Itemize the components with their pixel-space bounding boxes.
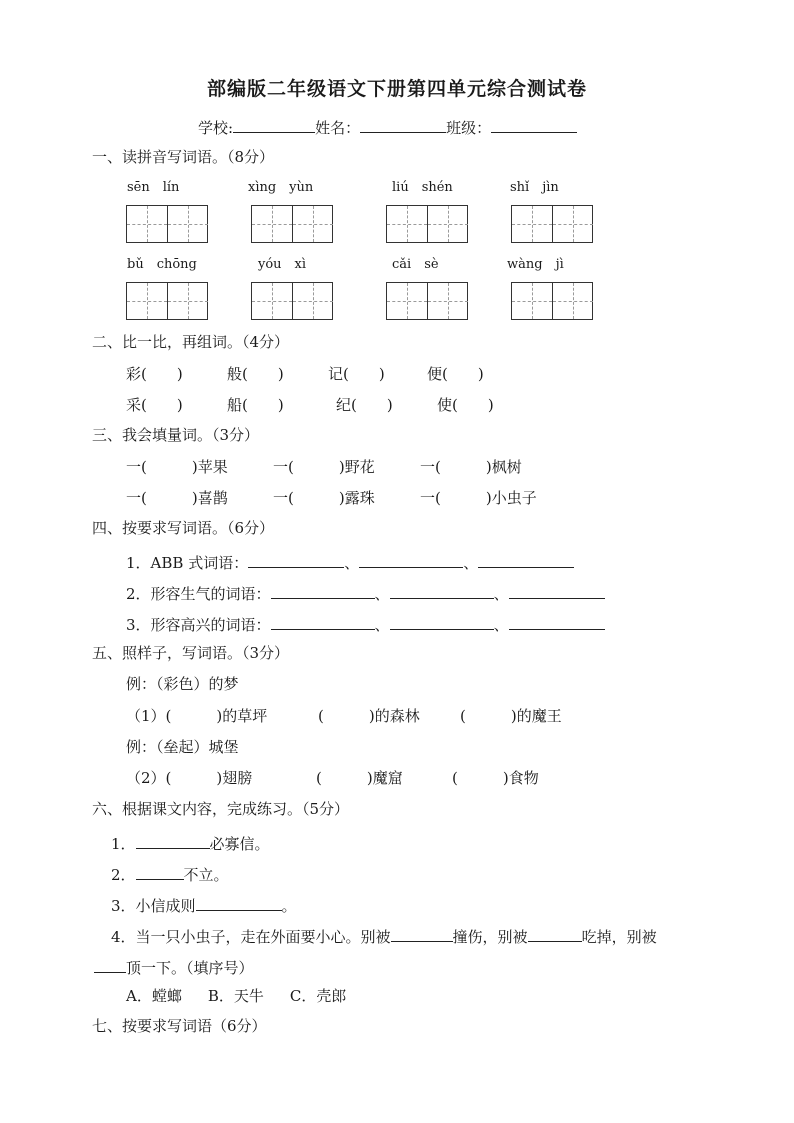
compare-item: 船( ): [227, 396, 284, 414]
fill-blank-question: 1． 必寡信。: [111, 835, 270, 853]
section-3-heading: 三、我会填量词。（3分）: [92, 426, 260, 444]
writing-grid[interactable]: [511, 282, 593, 320]
phrase-item: ( )的魔王: [460, 707, 562, 725]
pinyin-label: yóu xì: [258, 257, 307, 272]
class-blank: [491, 118, 577, 133]
phrase-item: （1）( )的草坪: [126, 707, 268, 725]
measure-word-item: 一( )苹果: [126, 458, 228, 476]
phrase-item: ( )的森林: [318, 707, 420, 725]
section-5-heading: 五、照样子，写词语。（3分）: [92, 644, 290, 662]
pinyin-label: cǎi sè: [392, 257, 439, 272]
compare-item: 采( ): [126, 396, 183, 414]
measure-word-item: 一( )小虫子: [420, 489, 537, 507]
writing-grid[interactable]: [251, 205, 333, 243]
measure-word-item: 一( )野花: [273, 458, 375, 476]
writing-grid[interactable]: [511, 205, 593, 243]
word-requirement-line: 2．形容生气的词语： 、 、: [126, 584, 605, 602]
compare-item: 便( ): [427, 365, 484, 383]
compare-item: 般( ): [227, 365, 284, 383]
pinyin-label: shǐ jìn: [510, 180, 559, 195]
writing-grid[interactable]: [126, 205, 208, 243]
pinyin-label: xìng yùn: [248, 180, 314, 195]
option-b: B．天牛: [207, 987, 264, 1005]
writing-grid[interactable]: [251, 282, 333, 320]
phrase-item: ( )食物: [452, 769, 539, 787]
pinyin-label: wàng jì: [507, 257, 564, 272]
school-label: 学校:: [198, 119, 234, 137]
measure-word-item: 一( )露珠: [273, 489, 375, 507]
class-label: 班级：: [446, 119, 492, 137]
fill-blank-question-continued: 顶一下。（填序号）: [94, 958, 254, 976]
compare-item: 彩( ): [126, 365, 183, 383]
writing-grid[interactable]: [386, 282, 468, 320]
fill-blank-question: 3．小信成则 。: [111, 897, 297, 915]
name-blank: [360, 118, 446, 133]
section-4-heading: 四、按要求写词语。（6分）: [92, 519, 275, 537]
header-info: [198, 118, 577, 136]
section-6-heading: 六、根据课文内容，完成练习。（5分）: [92, 800, 350, 818]
school-blank: [233, 118, 315, 133]
phrase-item: （2）( )翅膀: [126, 769, 253, 787]
compare-item: 使( ): [437, 396, 494, 414]
word-requirement-line: 1．ABB 式词语： 、 、: [126, 553, 574, 571]
fill-blank-question: 2． 不立。: [111, 866, 229, 884]
option-c: C．壳郎: [289, 987, 347, 1005]
pinyin-label: sēn lín: [127, 180, 180, 195]
option-a: A．螳螂: [126, 987, 182, 1005]
page-title: 部编版二年级语文下册第四单元综合测试卷: [206, 78, 587, 100]
compare-item: 纪( ): [336, 396, 393, 414]
pinyin-label: bǔ chōng: [127, 257, 197, 272]
section-7-heading: 七、按要求写词语（6分）: [92, 1017, 267, 1035]
name-label: 姓名：: [315, 119, 361, 137]
phrase-item: ( )魔窟: [316, 769, 403, 787]
writing-grid[interactable]: [386, 205, 468, 243]
compare-item: 记( ): [328, 365, 385, 383]
answer-options: [126, 989, 346, 1004]
pinyin-label: liú shén: [392, 180, 453, 195]
example-text: 例：（彩色）的梦: [126, 675, 239, 693]
measure-word-item: 一( )喜鹊: [126, 489, 228, 507]
writing-grid[interactable]: [126, 282, 208, 320]
section-2-heading: 二、比一比，再组词。（4分）: [92, 333, 290, 351]
example-text: 例：（垒起）城堡: [126, 738, 239, 756]
word-requirement-line: 3．形容高兴的词语： 、 、: [126, 615, 605, 633]
measure-word-item: 一( )枫树: [420, 458, 522, 476]
fill-blank-question: 4．当一只小虫子，走在外面要小心。别被 撞伤，别被 吃掉，别被: [111, 928, 657, 946]
section-1-heading: 一、读拼音写词语。（8分）: [92, 148, 275, 166]
